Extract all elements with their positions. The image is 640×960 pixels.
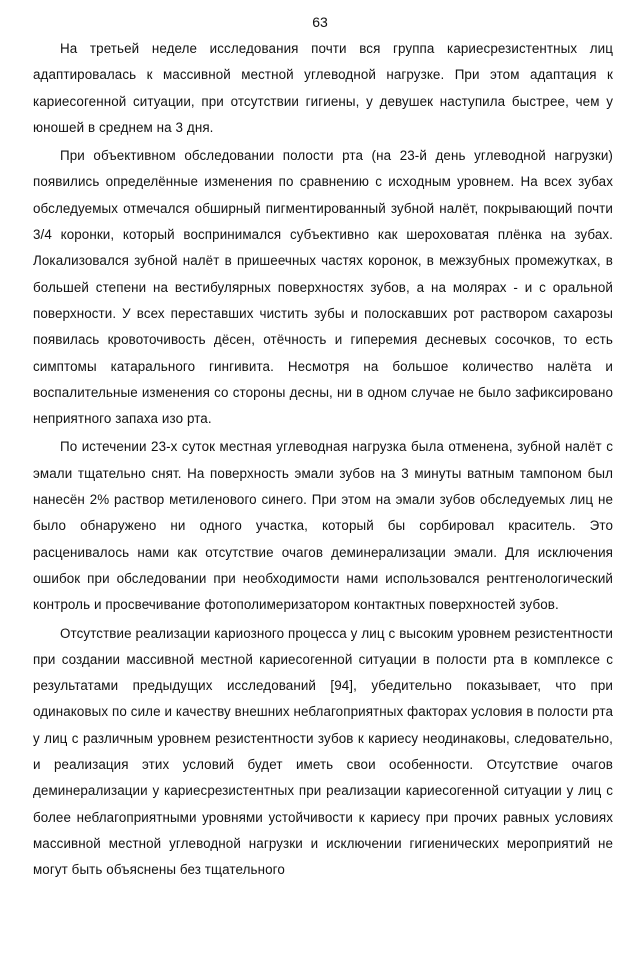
paragraph-conclusion: Отсутствие реализации кариозного процесса у лиц с высоким уровнем резистентности при создании массивной местной кариесогенной ситуации в полости рта в комплексе с результатами предыдущих исследований [94], убедительно показывает, что при одинаковых по силе и качеству внешних неблагоприятных факторах условия в полости рта у лиц с различным уровнем резистентности зубов к кариесу неодинаковы, следовательно, и реализация этих условий будет иметь свои особенности. Отсутствие очагов деминерализации у кариесрезистентных при реализации кариесогенной ситуации у лиц с более неблагоприятными уровнями устойчивости к кариесу при прочих равных условиях массивной местной углеводной нагрузки и исключении гигиенических мероприятий не могут быть объяснены без тщательного: [33, 625, 613, 878]
page-number: 63: [312, 14, 328, 30]
body-text: [33, 36, 613, 884]
paragraph-adaptation: На третьей неделе исследования почти вся группа кариесрезистентных лиц адаптировалась к массивной местной углеводной нагрузке. При этом адаптация к кариесогенной ситуации, при отсутствии гигиены, у девушек наступила быстрее, чем у юношей в среднем на 3 дня.: [33, 41, 613, 135]
paragraph-objective-exam: При объективном обследовании полости рта (на 23-й день углеводной нагрузки) появились определённые изменения по сравнению с исходным уровнем. На всех зубах обследуемых отмечался обширный пигментированный зубной налёт, покрывающий почти 3/4 коронки, который воспринимался субъективно как шероховатая плёнка на зубах. Локализовался зубной налёт в пришеечных частях коронок, в межзубных промежутках, в большей степени на вестибулярных поверхностях зубов, а на молярах - и с оральной поверхности. У всех переставших чистить зубы и полоскавших рот раствором сахарозы появилась кровоточивость дёсен, отёчность и гиперемия десневых сосочков, то есть симптомы катарального гингивита. Несмотря на большое количество налёта и воспалительные изменения со стороны десны, ни в одном случае не было зафиксировано неприятного запаха изо рта.: [33, 148, 613, 427]
paragraph-load-cancellation: По истечении 23-х суток местная углеводная нагрузка была отменена, зубной налёт с эмали тщательно снят. На поверхность эмали зубов на 3 минуты ватным тампоном был нанесён 2% раствор метиленового синего. При этом на эмали зубов обследуемых лиц не было обнаружено ни одного участка, который бы сорбировал краситель. Это расценивалось нами как отсутствие очагов деминерализации эмали. Для исключения ошибок при обследовании при необходимости нами использовался рентгенологический контроль и просвечивание фотополимеризатором контактных поверхностей зубов.: [33, 439, 613, 613]
